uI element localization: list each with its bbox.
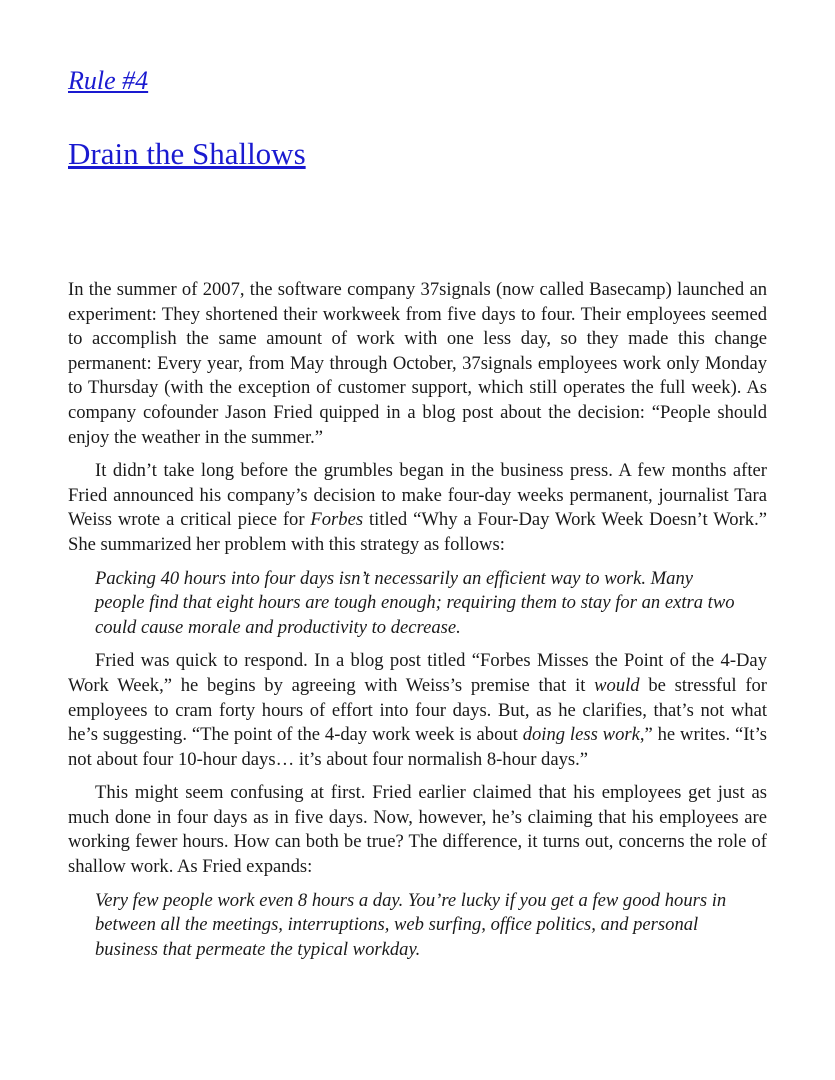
paragraph-2	[68, 459, 767, 557]
paragraph-3	[68, 649, 767, 772]
paragraph-2-part-a: It didn’t take long before the grumbles began in the business press. A few months after Fried announced his company’s decision to make four-day weeks permanent, journalist Tara Weiss wrote a critical piece for	[68, 460, 767, 531]
paragraph-2-part-b: titled “Why a Four-Day Work Week Doesn’t Work.” She summarized her problem with this strategy as follows:	[68, 509, 767, 555]
chapter-body	[68, 278, 767, 971]
publication-name: Forbes	[310, 509, 364, 531]
paragraph-3-part-a: Fried was quick to respond. In a blog post titled “Forbes Misses the Point of the 4-Day Work Week,” he begins by agreeing with Weiss’s premise that it	[68, 650, 767, 696]
emphasis-would: would	[594, 674, 640, 696]
rule-number-link[interactable]: Rule #4	[68, 66, 149, 95]
chapter-title-link[interactable]: Drain the Shallows	[68, 136, 306, 171]
paragraph-3-part-c: ,” he writes. “It’s not about four 10-hour days… it’s about four normalish 8-hour days.”	[68, 724, 767, 770]
emphasis-doing-less-work: doing less work	[522, 724, 640, 746]
paragraph-3-part-b: be stressful for employees to cram forty hours of effort into four days. But, as he clarifies, that’s not what he’s suggesting. “The point of the 4-day work week is about	[68, 674, 767, 746]
block-quote-fried: Very few people work even 8 hours a day. You’re lucky if you get a few good hours in between all the meetings, interruptions, web surfing, office politics, and personal business that permeate the typical workday.	[95, 889, 727, 960]
paragraph-1: In the summer of 2007, the software company 37signals (now called Basecamp) launched an experiment: They shortened their workweek from five days to four. Their employees seemed to accomplish the same amount of work with one less day, so they made this change permanent: Every year, from May through October, 37signals employees work only Monday to Thursday (with the exception of customer support, which still operates the full week). As company cofounder Jason Fried quipped in a blog post about the decision: “People should enjoy the weather in the summer.”	[68, 279, 767, 448]
paragraph-4: This might seem confusing at first. Fried earlier claimed that his employees get just as much done in four days as in five days. Now, however, he’s claiming that his employees are working fewer hours. How can both be true? The difference, it turns out, concerns the role of shallow work. As Fried expands:	[68, 782, 767, 878]
block-quote-forbes: Packing 40 hours into four days isn’t necessarily an efficient way to work. Many people find that eight hours are tough enough; requiring them to stay for an extra two could cause morale and productivity to decrease.	[95, 567, 735, 638]
